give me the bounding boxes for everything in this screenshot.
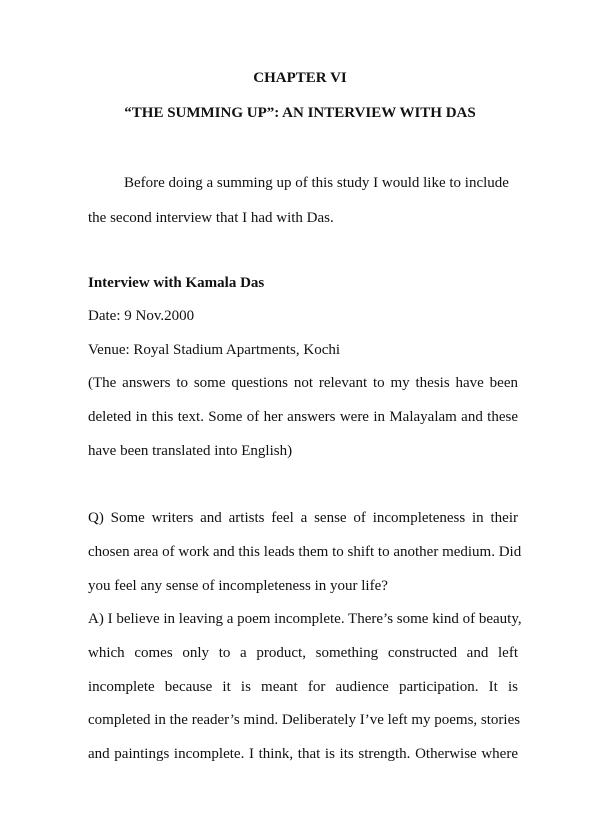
- answer-line-5: and paintings incomplete. I think, that is its strength. Otherwise where: [88, 746, 518, 762]
- interview-date: Date: 9 Nov.2000: [88, 308, 195, 324]
- answer-line-3: incomplete because it is meant for audience participation. It is: [88, 679, 518, 695]
- chapter-heading: CHAPTER VI: [253, 70, 347, 86]
- question-line-1: Q) Some writers and artists feel a sense of incompleteness in their: [88, 510, 518, 526]
- answer-line-2: which comes only to a product, something constructed and left: [88, 645, 518, 661]
- question-line-3: you feel any sense of incompleteness in your life?: [88, 578, 388, 594]
- intro-line-2: the second interview that I had with Das.: [88, 210, 334, 226]
- note-line-1: (The answers to some questions not relevant to my thesis have been: [88, 375, 518, 391]
- interview-heading: Interview with Kamala Das: [88, 275, 265, 291]
- note-line-2: deleted in this text. Some of her answers were in Malayalam and these: [88, 409, 518, 425]
- question-line-2: chosen area of work and this leads them to shift to another medium. Did: [88, 544, 522, 560]
- note-line-3: have been translated into English): [88, 443, 293, 459]
- answer-line-4: completed in the reader’s mind. Deliberately I’ve left my poems, stories: [88, 712, 521, 728]
- chapter-title: “THE SUMMING UP”: AN INTERVIEW WITH DAS: [124, 105, 476, 121]
- answer-line-1: A) I believe in leaving a poem incomplete. There’s some kind of beauty,: [88, 611, 522, 627]
- interview-venue: Venue: Royal Stadium Apartments, Kochi: [88, 342, 341, 358]
- intro-line-1: Before doing a summing up of this study I would like to include: [124, 175, 509, 191]
